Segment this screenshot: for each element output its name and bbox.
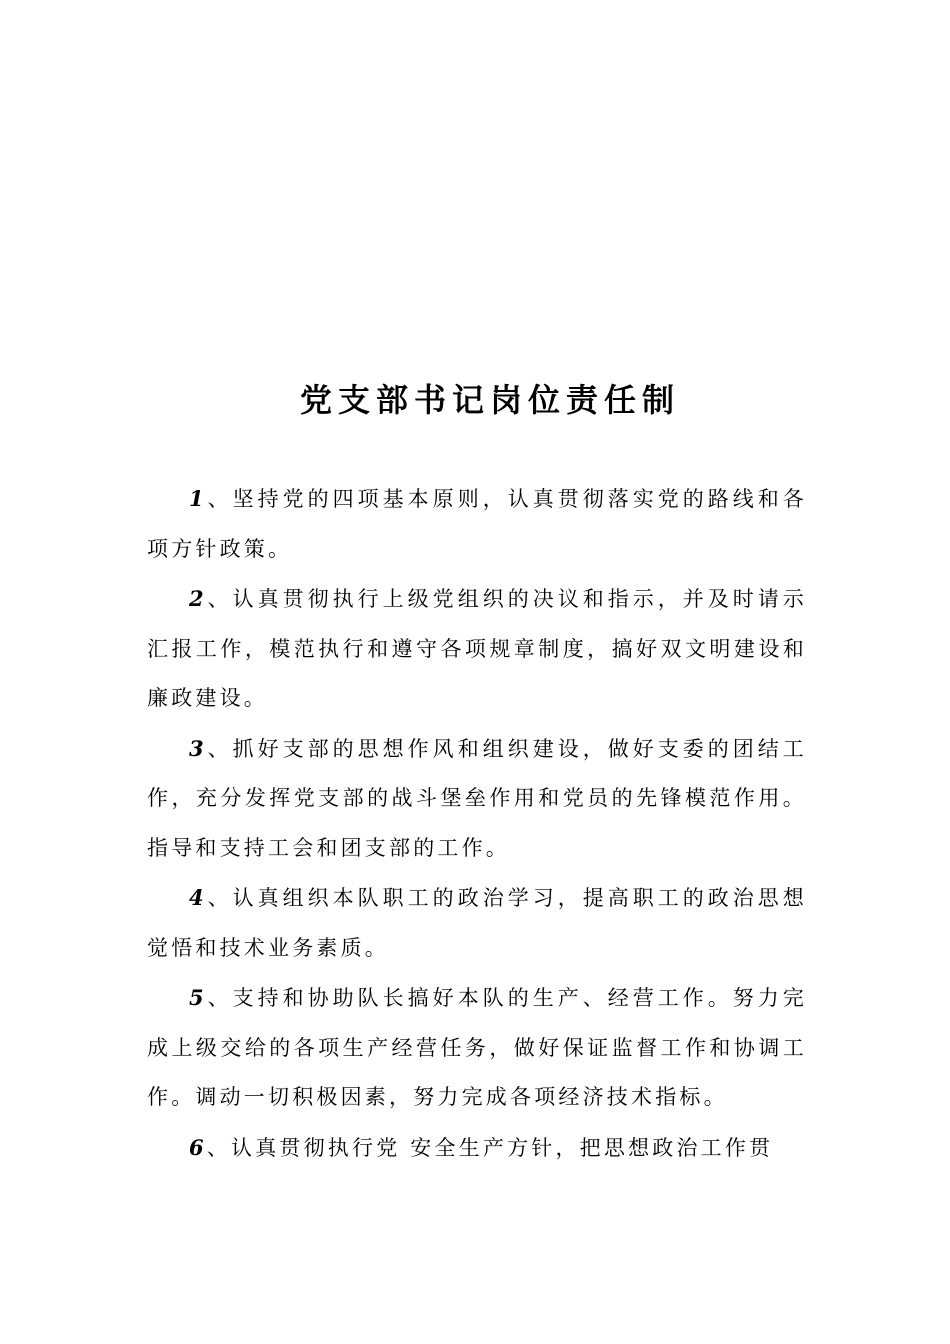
- paragraph-text: 、认真组织本队职工的政治学习，提高职工的政治思想觉悟和技术业务素质。: [147, 886, 807, 960]
- paragraph-3: [147, 724, 807, 874]
- paragraph-number: 6: [189, 1134, 207, 1160]
- document-body: [147, 474, 807, 1173]
- paragraph-1: [147, 474, 807, 574]
- paragraph-text: 、支持和协助队长搞好本队的生产、经营工作。努力完成上级交给的各项生产经营任务，做好保证监督工作和协调工作。调动一切积极因素，努力完成各项经济技术指标。: [147, 986, 807, 1109]
- paragraph-text: 、抓好支部的思想作风和组织建设，做好支委的团结工作，充分发挥党支部的战斗堡垒作用和党员的先锋模范作用。指导和支持工会和团支部的工作。: [147, 736, 807, 860]
- paragraph-4: [147, 873, 807, 973]
- paragraph-number: 2: [189, 586, 207, 611]
- paragraph-2: [147, 574, 807, 724]
- paragraph-text: 、坚持党的四项基本原则，认真贯彻落实党的路线和各项方针政策。: [147, 487, 807, 561]
- paragraph-5: [147, 973, 807, 1123]
- paragraph-text: 、认真贯彻执行上级党组织的决议和指示，并及时请示汇报工作，模范执行和遵守各项规章制度，搞好双文明建设和廉政建设。: [147, 587, 807, 710]
- paragraph-text: 、认真贯彻执行党 安全生产方针，把思想政治工作贯: [206, 1135, 774, 1160]
- paragraph-number: 5: [189, 985, 207, 1010]
- paragraph-number: 1: [189, 486, 207, 511]
- document-title: 党支部书记岗位责任制: [299, 381, 680, 419]
- paragraph-number: 3: [189, 735, 207, 761]
- paragraph-number: 4: [189, 885, 207, 910]
- paragraph-6: [147, 1123, 807, 1174]
